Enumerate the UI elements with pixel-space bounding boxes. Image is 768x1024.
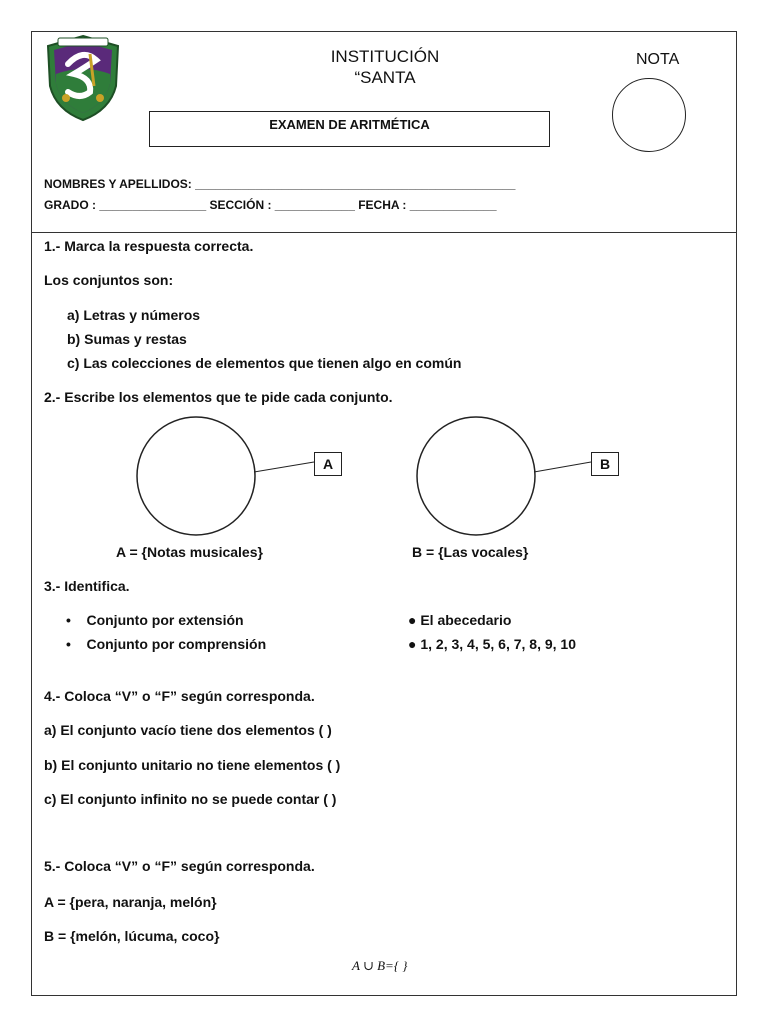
student-grade-line[interactable]: GRADO : ________________ SECCIÓN : ____________ FECHA : _____________ (44, 198, 497, 212)
set-a-caption: A = {Notas musicales} (116, 544, 263, 560)
q5-set-b: B = {melón, lúcuma, coco} (44, 928, 220, 944)
student-name-line[interactable]: NOMBRES Y APELLIDOS: ________________________________________________ (44, 177, 516, 191)
q3-right-item[interactable]: ● El abecedario (408, 612, 512, 628)
q5-set-a: A = {pera, naranja, melón} (44, 894, 217, 910)
q1-prompt: 1.- Marca la respuesta correcta. (44, 238, 254, 254)
q3-right-item[interactable]: ● 1, 2, 3, 4, 5, 6, 7, 8, 9, 10 (408, 636, 577, 652)
q2-prompt: 2.- Escribe los elementos que te pide cada conjunto. (44, 389, 393, 405)
set-b-label-box: B (591, 452, 619, 476)
grade-circle[interactable] (612, 78, 686, 152)
q1-stem: Los conjuntos son: (44, 272, 174, 288)
set-a-label-box: A (314, 452, 342, 476)
q1-option-c[interactable]: c) Las colecciones de elementos que tienen algo en común (67, 355, 462, 371)
q4-prompt: 4.- Coloca “V” o “F” según corresponda. (44, 688, 315, 704)
q3-left-item[interactable]: • Conjunto por extensión (66, 612, 244, 628)
school-crest-icon (44, 34, 122, 122)
q3-left-item[interactable]: • Conjunto por comprensión (66, 636, 267, 652)
header-divider (31, 232, 737, 233)
q1-option-b[interactable]: b) Sumas y restas (67, 331, 187, 347)
institution-name: INSTITUCIÓN “SANTA (330, 47, 440, 87)
q3-prompt: 3.- Identifica. (44, 578, 130, 594)
exam-page (31, 31, 737, 996)
grade-label: NOTA (636, 51, 680, 68)
q4-item-c[interactable]: c) El conjunto infinito no se puede contar ( ) (44, 791, 337, 807)
union-formula: A ∪ B={ } (352, 958, 408, 973)
q4-item-a[interactable]: a) El conjunto vacío tiene dos elementos ( ) (44, 722, 332, 738)
exam-title: EXAMEN DE ARITMÉTICA (269, 117, 430, 132)
set-b-caption: B = {Las vocales} (412, 544, 529, 560)
q1-option-a[interactable]: a) Letras y números (67, 307, 201, 323)
q4-item-b[interactable]: b) El conjunto unitario no tiene elementos ( ) (44, 757, 341, 773)
q5-prompt: 5.- Coloca “V” o “F” según corresponda. (44, 858, 315, 874)
